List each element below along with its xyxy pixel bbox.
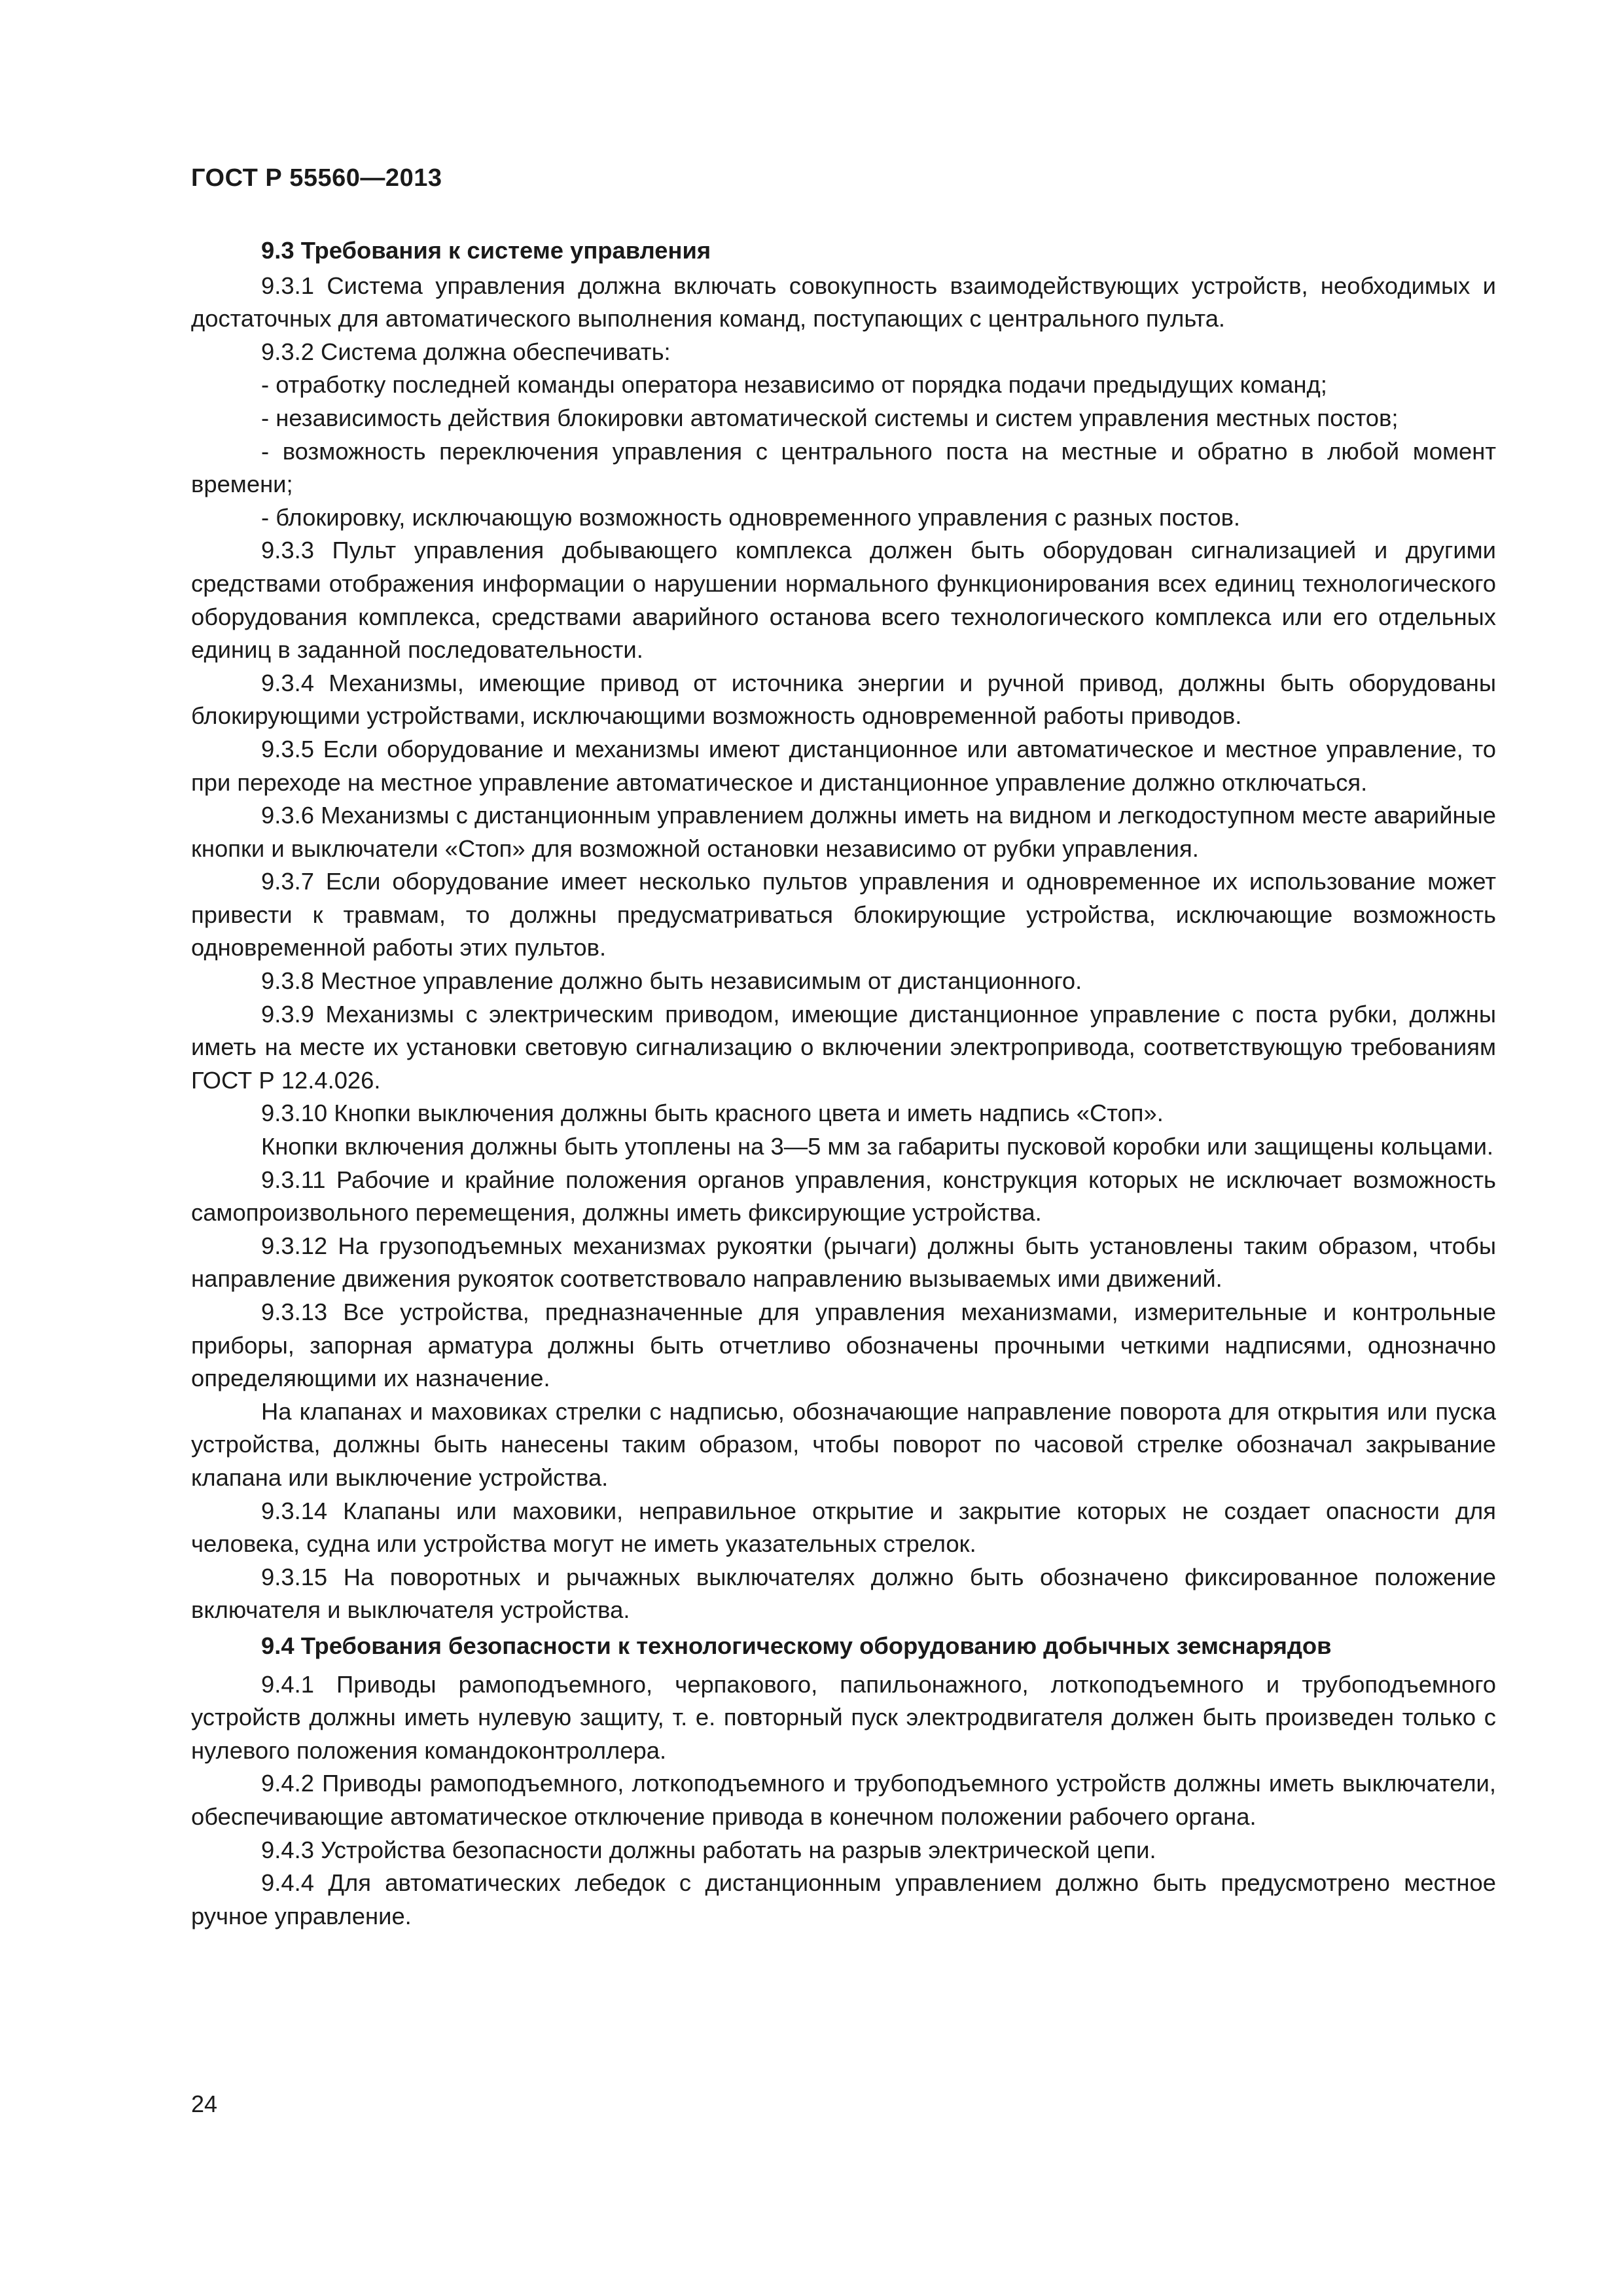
paragraph-9-3-2: 9.3.2 Система должна обеспечивать:: [261, 338, 671, 365]
document-body: [191, 234, 1496, 1933]
paragraph-9-3-12: 9.3.12 На грузоподъемных механизмах рукоятки (рычаги) должны быть установлены таким образом, чтобы направление движения рукояток соответствовало направлению вызываемых ими движений.: [191, 1232, 1496, 1293]
paragraph-9-3-13-continued: На клапанах и маховиках стрелки с надписью, обозначающие направление поворота для открытия или пуска устройства, должны быть нанесены таким образом, чтобы поворот по часовой стрелке обозначал закрывание клапана или выключение устройства.: [191, 1397, 1496, 1491]
paragraph-9-4-4: 9.4.4 Для автоматических лебедок с дистанционным управлением должно быть предусмотрено местное ручное управление.: [191, 1869, 1496, 1929]
paragraph-9-3-9: 9.3.9 Механизмы с электрическим приводом, имеющие дистанционное управление с поста рубки, должны иметь на месте их установки световую сигнализацию о включении электропривода, соответствующую требованиям ГОСТ Р 12.4.026.: [191, 1000, 1496, 1094]
list-item-blocking-independence: - независимость действия блокировки автоматической системы и систем управления местных постов;: [261, 404, 1399, 431]
section-title-9-3: 9.3 Требования к системе управления: [261, 237, 711, 264]
list-item-control-switching: - возможность переключения управления с центрального поста на местные и обратно в любой момент времени;: [191, 437, 1496, 498]
paragraph-9-4-2: 9.4.2 Приводы рамоподъемного, лоткоподъемного и трубоподъемного устройств должны иметь выключатели, обеспечивающие автоматическое отключение привода в конечном положении рабочего органа.: [191, 1770, 1496, 1830]
page-number: 24: [191, 2090, 218, 2117]
section-title-9-4: 9.4 Требования безопасности к технологическому оборудованию добычных земснарядов: [261, 1632, 1332, 1659]
paragraph-9-3-11: 9.3.11 Рабочие и крайние положения органов управления, конструкция которых не исключает возможность самопроизвольного перемещения, должны иметь фиксирующие устройства.: [191, 1166, 1496, 1227]
paragraph-9-3-13: 9.3.13 Все устройства, предназначенные для управления механизмами, измерительные и контрольные приборы, запорная арматура должны быть отчетливо обозначены прочными четкими надписями, однозначно определяющими их назначение.: [191, 1299, 1496, 1392]
paragraph-9-3-10: 9.3.10 Кнопки выключения должны быть красного цвета и иметь надпись «Стоп».: [261, 1100, 1164, 1127]
list-item-command-processing: - отработку последней команды оператора независимо от порядка подачи предыдущих команд;: [261, 371, 1327, 399]
paragraph-9-4-1: 9.4.1 Приводы рамоподъемного, черпакового, папильонажного, лоткоподъемного и трубоподъемного устройств должны иметь нулевую защиту, т. е. повторный пуск электродвигателя должен быть произведен только с нулевого положения командоконтроллера.: [191, 1670, 1496, 1764]
paragraph-9-3-1: 9.3.1 Система управления должна включать совокупность взаимодействующих устройств, необходимых и достаточных для автоматического выполнения команд, поступающих с центрального пульта.: [191, 272, 1496, 332]
paragraph-9-4-3: 9.4.3 Устройства безопасности должны работать на разрыв электрической цепи.: [261, 1836, 1156, 1863]
paragraph-9-3-4: 9.3.4 Механизмы, имеющие привод от источника энергии и ручной привод, должны быть оборудованы блокирующими устройствами, исключающими возможность одновременной работы приводов.: [191, 669, 1496, 730]
paragraph-9-3-15: 9.3.15 На поворотных и рычажных выключателях должно быть обозначено фиксированное положение включателя и выключателя устройства.: [191, 1563, 1496, 1624]
paragraph-9-3-14: 9.3.14 Клапаны или маховики, неправильное открытие и закрытие которых не создает опасности для человека, судна или устройства могут не иметь указательных стрелок.: [191, 1497, 1496, 1558]
list-item-simultaneous-blocking: - блокировку, исключающую возможность одновременного управления с разных постов.: [261, 503, 1241, 531]
paragraph-9-3-5: 9.3.5 Если оборудование и механизмы имеют дистанционное или автоматическое и местное управление, то при переходе на местное управление автоматическое и дистанционное управление должно отключаться.: [191, 735, 1496, 796]
paragraph-9-3-7: 9.3.7 Если оборудование имеет несколько пультов управления и одновременное их использование может привести к травмам, то должны предусматриваться блокирующие устройства, исключающие возможность одновременной работы этих пультов.: [191, 868, 1496, 961]
paragraph-9-3-8: 9.3.8 Местное управление должно быть независимым от дистанционного.: [261, 967, 1082, 995]
document-code-header: ГОСТ Р 55560—2013: [191, 164, 442, 192]
paragraph-9-3-3: 9.3.3 Пульт управления добывающего комплекса должен быть оборудован сигнализацией и другими средствами отображения информации о нарушении нормального функционирования всех единиц технологического оборудования комплекса, средствами аварийного останова всего технологического комплекса или его отдельных единиц в заданной последовательности.: [191, 537, 1496, 664]
paragraph-9-3-10-continued: Кнопки включения должны быть утоплены на 3—5 мм за габариты пусковой коробки или защищены кольцами.: [261, 1133, 1494, 1160]
paragraph-9-3-6: 9.3.6 Механизмы с дистанционным управлением должны иметь на видном и легкодоступном месте аварийные кнопки и выключатели «Стоп» для возможной остановки независимо от рубки управления.: [191, 802, 1496, 862]
